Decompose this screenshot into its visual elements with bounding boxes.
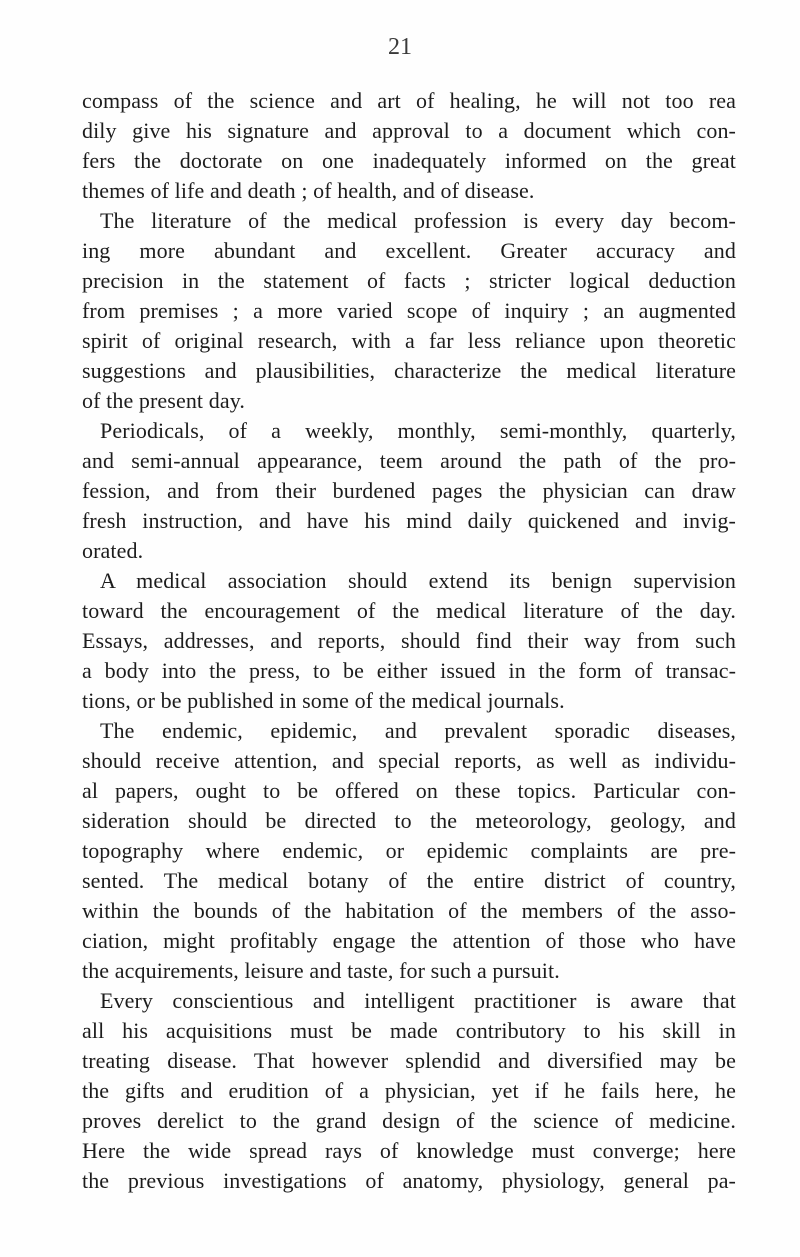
text-line: compass of the science and art of healing, he will not too rea: [82, 88, 736, 113]
text-line: fession, and from their burdened pages the physician can draw: [82, 478, 736, 503]
text-line: precision in the statement of facts ; stricter logical deduction: [82, 268, 736, 293]
text-line: orated.: [82, 538, 144, 563]
text-line: treating disease. That however splendid and diversified may be: [82, 1048, 736, 1073]
text-line: topography where endemic, or epidemic complaints are pre-: [82, 838, 736, 863]
text-line: all his acquisitions must be made contributory to his skill in: [82, 1018, 736, 1043]
text-line: the gifts and erudition of a physician, yet if he fails here, he: [82, 1078, 736, 1103]
text-line: Here the wide spread rays of knowledge must converge; here: [82, 1138, 736, 1163]
text-line: Every conscientious and intelligent practitioner is aware that: [100, 988, 736, 1013]
text-line: ciation, might profitably engage the attention of those who have: [82, 928, 736, 953]
text-line: sented. The medical botany of the entire district of country,: [82, 868, 736, 893]
text-line: suggestions and plausibilities, characterize the medical literature: [82, 358, 736, 383]
page-number: 21: [388, 34, 412, 60]
text-line: fresh instruction, and have his mind daily quickened and invig-: [82, 508, 736, 533]
text-line: themes of life and death ; of health, and of disease.: [82, 178, 535, 203]
text-line: proves derelict to the grand design of the science of medicine.: [82, 1108, 736, 1133]
text-line: Essays, addresses, and reports, should find their way from such: [82, 628, 736, 653]
text-line: The literature of the medical profession is every day becom-: [100, 208, 736, 233]
text-line: sideration should be directed to the meteorology, geology, and: [82, 808, 736, 833]
text-line: al papers, ought to be offered on these topics. Particular con-: [82, 778, 736, 803]
text-line: within the bounds of the habitation of the members of the asso-: [82, 898, 736, 923]
text-line: should receive attention, and special reports, as well as individu-: [82, 748, 736, 773]
text-line: Periodicals, of a weekly, monthly, semi-monthly, quarterly,: [100, 418, 736, 443]
text-line: of the present day.: [82, 388, 245, 413]
text-line: A medical association should extend its benign supervision: [100, 568, 736, 593]
text-line: the acquirements, leisure and taste, for such a pursuit.: [82, 958, 560, 983]
text-line: a body into the press, to be either issued in the form of transac-: [82, 658, 736, 683]
text-line: toward the encouragement of the medical literature of the day.: [82, 598, 736, 623]
text-line: dily give his signature and approval to a document which con-: [82, 118, 736, 143]
text-line: ing more abundant and excellent. Greater accuracy and: [82, 238, 736, 263]
text-line: from premises ; a more varied scope of inquiry ; an augmented: [82, 298, 736, 323]
text-line: the previous investigations of anatomy, physiology, general pa-: [82, 1168, 736, 1193]
text-line: tions, or be published in some of the medical journals.: [82, 688, 565, 713]
text-line: fers the doctorate on one inadequately informed on the great: [82, 148, 736, 173]
text-line: spirit of original research, with a far less reliance upon theoretic: [82, 328, 736, 353]
text-line: and semi-annual appearance, teem around the path of the pro-: [82, 448, 736, 473]
text-line: The endemic, epidemic, and prevalent sporadic diseases,: [100, 718, 736, 743]
